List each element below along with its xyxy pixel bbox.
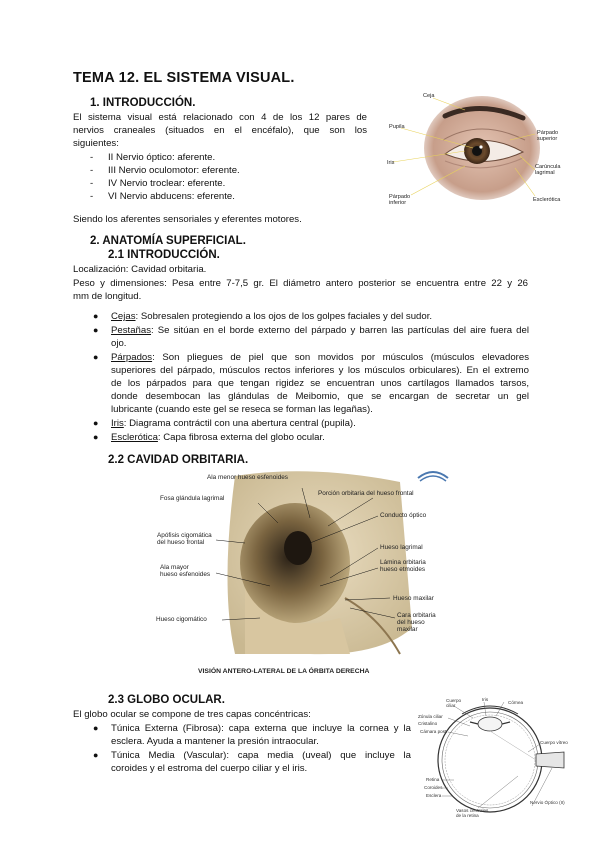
orbit-label-cara: Cara orbitaria del hueso maxilar — [397, 612, 436, 633]
globe-label-retina: Retina — [426, 777, 440, 782]
globe-label-cristalino: Cristalino — [418, 721, 438, 726]
eye-label-iris: Iris — [387, 160, 395, 166]
list-item: - II Nervio óptico: aferente. — [90, 152, 216, 163]
orbit-label-ala-menor: Ala menor hueso esfenoides — [207, 474, 289, 481]
globe-label-nervio: Nervio Óptico (II) — [530, 800, 565, 805]
orbit-label-fosa: Fosa glándula lagrimal — [160, 495, 225, 502]
globe-label-camara: Cámara post. — [420, 729, 448, 734]
orbit-label-porcion: Porción orbitaria del hueso frontal — [318, 490, 414, 497]
eye-label-parpado-inferior: Párpado inferior — [389, 194, 411, 206]
section-2-heading: 2. ANATOMÍA SUPERFICIAL. — [90, 235, 246, 247]
globe-label-iris: Iris — [482, 697, 489, 702]
tunic-bullet-list — [93, 722, 411, 775]
eye-label-esclerotica: Esclerótica — [533, 197, 561, 203]
globe-label-vitreo: Cuerpo vítreo — [540, 740, 568, 745]
orbit-label-cigomatico: Hueso cigomático — [156, 616, 207, 623]
section-2-3-intro: El globo ocular se compone de tres capas concéntricas: — [73, 709, 311, 720]
list-item: - III Nervio oculomotor: eferente. — [90, 165, 240, 176]
section-1-closing: Siendo los aferentes sensoriales y eferentes motores. — [73, 214, 302, 225]
orbit-label-conducto: Conducto óptico — [380, 512, 427, 519]
globe-label-cuerpo-ciliar: Cuerpo ciliar — [446, 698, 462, 708]
orbit-caption: VISIÓN ANTERO-LATERAL DE LA ÓRBITA DERECHA — [198, 668, 370, 675]
anatomy-bullet-list — [93, 310, 529, 444]
globe-label-esclera: Esclera — [426, 793, 442, 798]
orbit-label-ala-mayor: Ala mayor hueso esfenoides — [160, 564, 211, 578]
nerve-list — [90, 151, 360, 203]
section-2-2-heading: 2.2 CAVIDAD ORBITARIA. — [108, 454, 249, 466]
list-item: ● Iris: Diagrama contráctil con una abertura central (pupila). — [93, 418, 356, 429]
logo-mark — [416, 468, 450, 484]
eye-label-pupila: Pupila — [389, 124, 405, 130]
globe-label-zonula: Zónula ciliar — [418, 714, 443, 719]
logo-icon — [416, 468, 450, 484]
orbit-label-maxilar: Hueso maxilar — [393, 595, 434, 602]
section-1-heading: 1. INTRODUCCIÓN. — [90, 97, 196, 109]
eye-label-ceja: Ceja — [423, 93, 435, 99]
list-item: ● Párpados: Son pliegues de piel que son movidos por músculos (músculos elevadores superiores del párpado, músculos rectos inferiores y los músculos orbiculares). En el extremo de los párpados para que tengan rigidez se encuentran unos cartílagos llamados tarsos, donde desembocan las glándulas de Meibomio, que se encargan de secretar un gel lubricante (cuando este gel se reseca se forman las legañas). — [93, 352, 529, 415]
orbit-label-lamina: Lámina orbitaria hueso etmoides — [380, 559, 426, 573]
list-item: ● Túnica Media (Vascular): capa media (uveal) que incluye la coroides y el estroma del cuerpo ciliar y el iris. — [93, 750, 411, 774]
globe-label-coroides: Coroides — [424, 785, 443, 790]
list-item: - VI Nervio abducens: eferente. — [90, 191, 235, 202]
globe-label-vasos: Vasos centrales de la retina — [456, 808, 489, 818]
localizacion-line: Localización: Cavidad orbitaria. — [73, 264, 207, 275]
peso-paragraph: Peso y dimensiones: Pesa entre 7-7,5 gr. El diámetro antero posterior se encuentra entre 22 y 26 mm de longitud. — [73, 278, 528, 302]
list-item: ● Cejas: Sobresalen protegiendo a los ojos de los golpes faciales y del sudor. — [93, 311, 433, 322]
list-item: ● Esclerótica: Capa fibrosa externa del globo ocular. — [93, 432, 325, 443]
eye-figure — [385, 88, 565, 213]
section-2-1-heading: 2.1 INTRODUCCIÓN. — [108, 249, 220, 261]
section-2-3-heading: 2.3 GLOBO OCULAR. — [108, 694, 225, 706]
globe-figure — [418, 696, 578, 822]
list-item: - IV Nervio troclear: eferente. — [90, 178, 226, 189]
orbit-label-lagrimal: Hueso lagrimal — [380, 544, 423, 551]
page-title: TEMA 12. EL SISTEMA VISUAL. — [73, 70, 295, 86]
orbit-label-apofisis: Apófisis cigomática del hueso frontal — [157, 532, 212, 546]
list-item: ● Pestañas: Se sitúan en el borde externo del párpado y barren las partículas del aire fuera del ojo. — [93, 325, 529, 349]
eye-label-parpado-superior: Párpado superior — [537, 130, 559, 142]
orbit-figure — [150, 468, 450, 656]
eye-label-caruncula: Carúncula lagrimal — [535, 164, 561, 176]
section-1-paragraph: El sistema visual está relacionado con 4 de los 12 pares de nervios craneales (situados en el encéfalo), que son los siguientes: — [73, 112, 367, 149]
globe-label-cornea: Córnea — [508, 700, 524, 705]
eye-photo — [385, 88, 565, 213]
list-item: ● Túnica Externa (Fibrosa): capa externa que incluye la cornea y la esclera. Ayuda a mantener la presión intraocular. — [93, 723, 411, 747]
